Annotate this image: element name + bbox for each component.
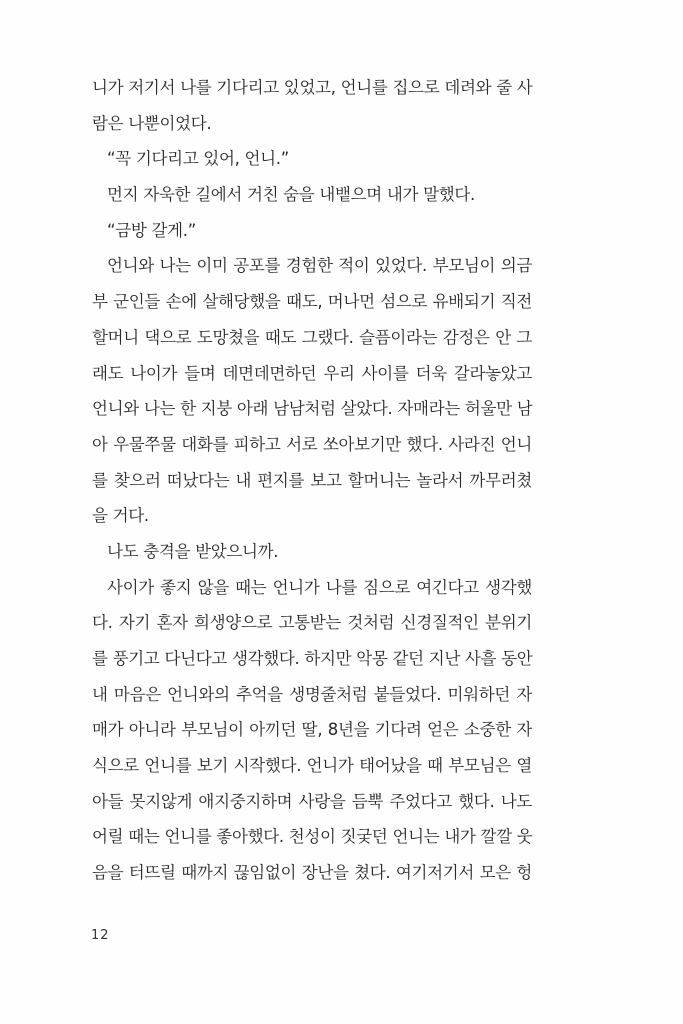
text-line: 할머니 댁으로 도망쳤을 때도 그랬다. 슬픔이라는 감정은 안 그 <box>92 327 532 347</box>
text-line: “금방 갈게.” <box>107 220 196 240</box>
text-line: 래도 나이가 들며 데면데면하던 우리 사이를 더욱 갈라놓았고 <box>92 363 532 383</box>
body-text <box>92 70 532 891</box>
text-line: 다. 자기 혼자 희생양으로 고통받는 것처럼 신경질적인 분위기 <box>92 613 532 633</box>
text-line: 음을 터뜨릴 때까지 끊임없이 장난을 쳤다. 여기저기서 모은 헝 <box>92 863 532 883</box>
text-line: 내 마음은 언니와의 추억을 생명줄처럼 붙들었다. 미워하던 자 <box>92 684 532 704</box>
text-line: 매가 아니라 부모님이 아끼던 딸, 8년을 기다려 얻은 소중한 자 <box>92 720 532 740</box>
text-line: 어릴 때는 언니를 좋아했다. 천성이 짓궂던 언니는 내가 깔깔 웃 <box>92 827 533 847</box>
text-line: 나도 충격을 받았으니까. <box>107 541 279 561</box>
text-line: 를 풍기고 다닌다고 생각했다. 하지만 악몽 같던 지난 사흘 동안 <box>92 649 533 668</box>
text-line: 을 거다. <box>92 506 149 526</box>
text-line: 식으로 언니를 보기 시작했다. 언니가 태어났을 때 부모님은 열 <box>92 756 532 776</box>
text-line: 아들 못지않게 애지중지하며 사랑을 듬뿍 주었다고 했다. 나도 <box>92 791 532 811</box>
text-line: 니가 저기서 나를 기다리고 있었고, 언니를 집으로 데려와 줄 사 <box>92 78 533 97</box>
page-number: 12 <box>91 928 110 943</box>
text-line: 부 군인들 손에 살해당했을 때도, 머나먼 섬으로 유배되기 직전 <box>92 292 532 312</box>
text-line: “꼭 기다리고 있어, 언니.” <box>107 149 289 169</box>
text-line: 언니와 나는 한 지붕 아래 남남처럼 살았다. 자매라는 허울만 남 <box>92 399 533 419</box>
text-line: 람은 나뿐이었다. <box>92 113 212 133</box>
text-line: 사이가 좋지 않을 때는 언니가 나를 짐으로 여긴다고 생각했 <box>107 577 532 597</box>
text-line: 아 우물쭈물 대화를 피하고 서로 쏘아보기만 했다. 사라진 언니 <box>92 434 532 454</box>
text-line: 언니와 나는 이미 공포를 경험한 적이 있었다. 부모님이 의금 <box>107 256 532 276</box>
text-line: 를 찾으러 떠났다는 내 편지를 보고 할머니는 놀라서 까무러쳤 <box>92 470 532 490</box>
text-line: 먼지 자욱한 길에서 거친 숨을 내뱉으며 내가 말했다. <box>107 185 475 205</box>
